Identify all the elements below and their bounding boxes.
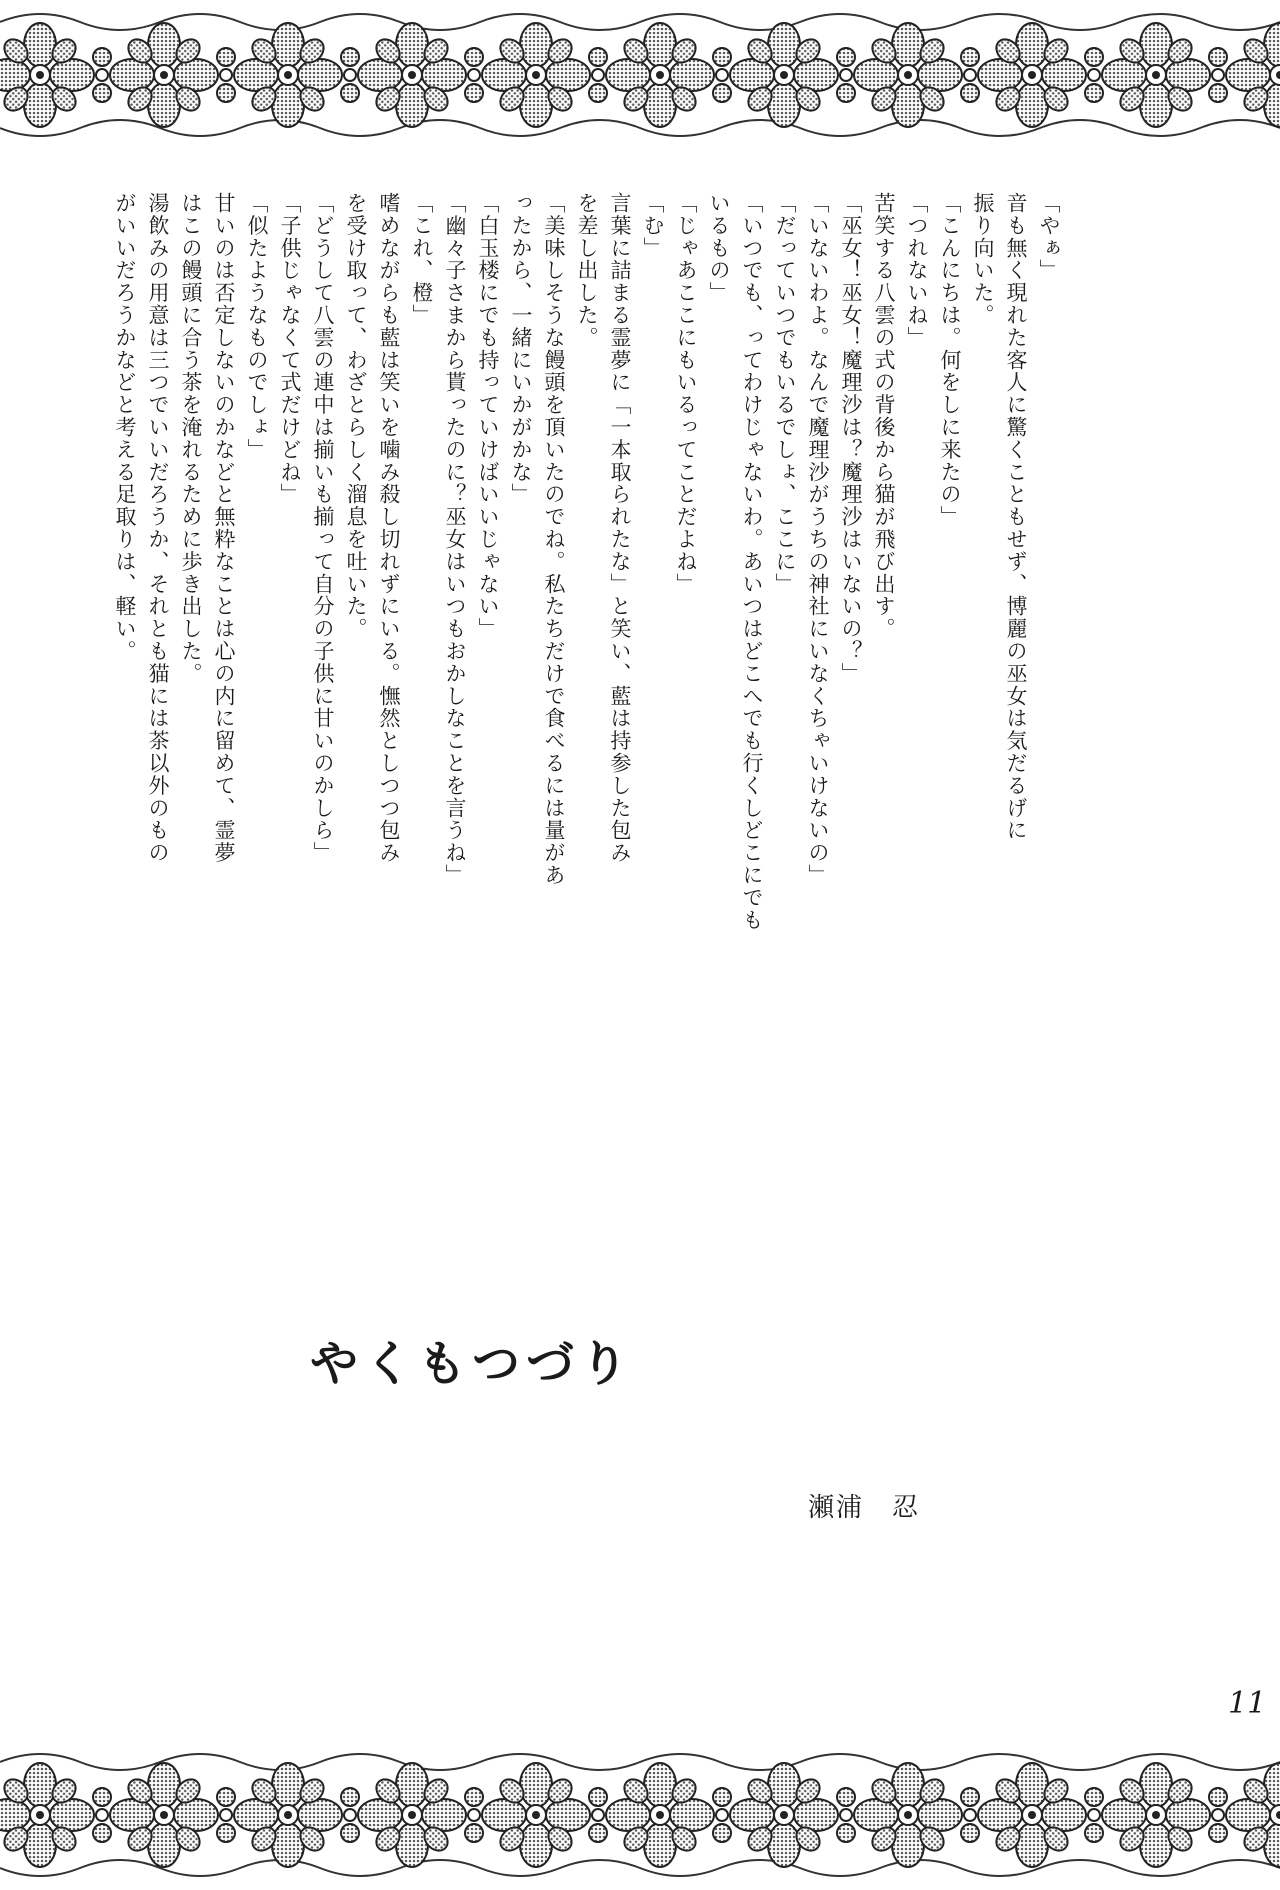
text-line: 湯飲みの用意は三つでいいだろうか、それとも猫には茶以外のもの (146, 192, 170, 864)
text-line: はこの饅頭に合う茶を淹れるために歩き出した。 (179, 192, 203, 685)
text-line: 嗜めながらも藍は笑いを噛み殺し切れずにいる。憮然としつつ包み (377, 192, 401, 864)
text-line: いるもの」 (707, 192, 731, 304)
text-line: 「子供じゃなくて式だけどね」 (278, 192, 302, 506)
text-line: を受け取って、わざとらしく溜息を吐いた。 (344, 192, 368, 640)
text-line: 「美味しそうな饅頭を頂いたのでね。私たちだけで食べるには量があ (542, 192, 566, 887)
text-line: 甘いのは否定しないのかなどと無粋なことは心の内に留めて、霊夢 (212, 192, 236, 864)
text-line: 「こんにちは。何をしに来たの」 (938, 192, 962, 528)
author-name: 瀬浦 忍 (808, 1493, 921, 1523)
text-line: 「似たようなものでしょ」 (245, 192, 269, 461)
text-line: 「いないわよ。なんで魔理沙がうちの神社にいなくちゃいけないの」 (806, 192, 830, 887)
text-line: 「いつでも、ってわけじゃないわ。あいつはどこへでも行くしどこにでも (740, 192, 764, 932)
story-title: やくもつづり (310, 1336, 635, 1392)
text-line: 「巫女！巫女！魔理沙は？魔理沙はいないの？」 (839, 192, 863, 685)
text-line: 「む」 (641, 192, 665, 260)
text-line: 「白玉楼にでも持っていけばいいじゃない」 (476, 192, 500, 640)
text-line: 「幽々子さまから貰ったのに？巫女はいつもおかしなことを言うね」 (443, 192, 467, 887)
text-line: ったから、一緒にいかがかな」 (509, 192, 533, 506)
text-line: 振り向いた。 (971, 192, 995, 327)
text-line: 「やぁ」 (1037, 192, 1061, 282)
page-number: 11 (1228, 1686, 1267, 1721)
text-line: 音も無く現れた客人に驚くこともせず、博麗の巫女は気だるげに (1004, 192, 1028, 842)
text-line: 「じゃあここにもいるってことだよね」 (674, 192, 698, 596)
text-line: がいいだろうかなどと考える足取りは、軽い。 (113, 192, 137, 663)
text-line: 「これ、橙」 (410, 192, 434, 327)
decorative-lace-border-bottom (0, 1740, 1280, 1890)
text-line: 「つれないね」 (905, 192, 929, 349)
text-line: 「どうして八雲の連中は揃いも揃って自分の子供に甘いのかしら」 (311, 192, 335, 864)
text-line: 言葉に詰まる霊夢に「一本取られたな」と笑い、藍は持参した包み (608, 192, 632, 864)
decorative-lace-border-top (0, 0, 1280, 150)
text-line: 「だっていつでもいるでしょ、ここに」 (773, 192, 797, 596)
story-text-column (113, 192, 1065, 932)
text-line: 苦笑する八雲の式の背後から猫が飛び出す。 (872, 192, 896, 640)
text-line: を差し出した。 (575, 192, 599, 349)
